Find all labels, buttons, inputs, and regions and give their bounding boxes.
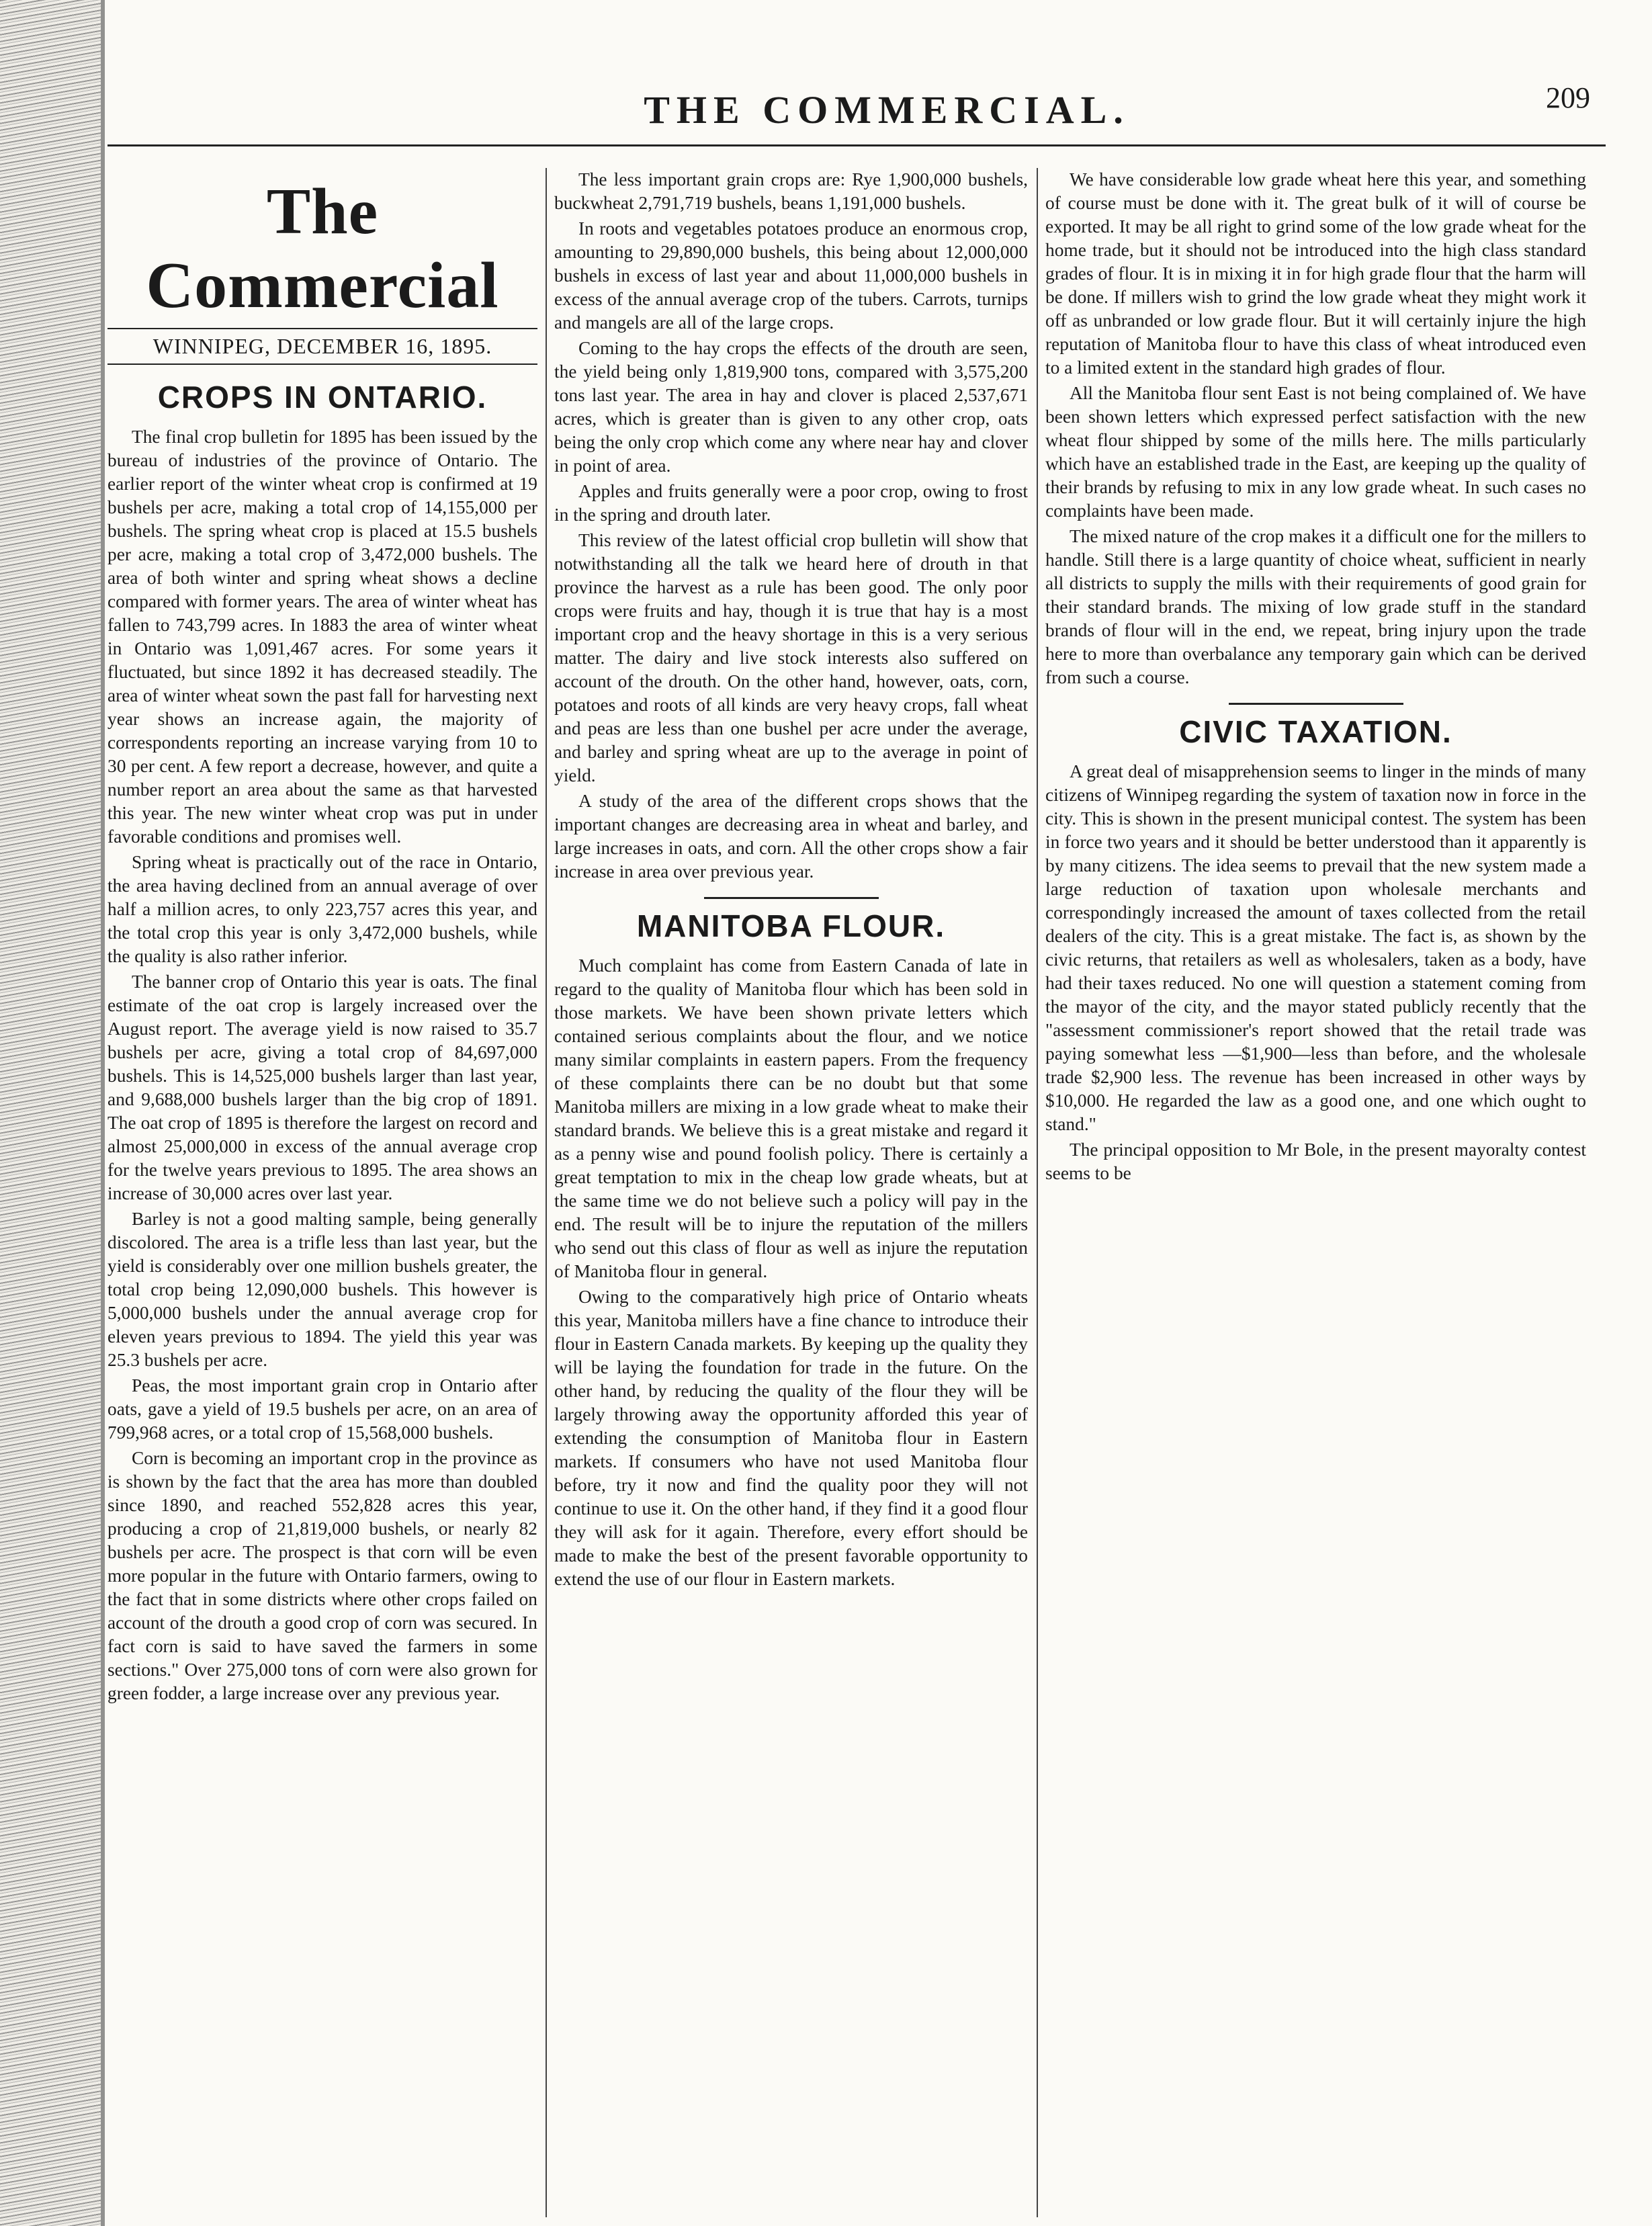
crops-paragraph: A study of the area of the different crops shows that the important changes are decreasing area in wheat and barley, and large increases in oats, and corn. All the other crops show a fair increase in area over previous year. [554,791,1028,882]
column-separator [546,168,547,2217]
crops-paragraph: Barley is not a good malting sample, being generally discolored. The area is a trifle less than last year, but the yield is considerably over one million bushels greater, the total crop being 12,090,000 bushels. This however is 5,000,000 bushels under the annual average crop for eleven years previous to 1894. The yield this year was 25.3 bushels per acre. [107,1209,537,1370]
flour-paragraph: We have considerable low grade wheat here this year, and something of course must be done with it. The great bulk of it will of course be exported. It may be all right to grind some of the low grade wheat for the home trade, but it should not be introduced into the high class standard grades of flour. It is in mixing it in for high grade flour that the harm will be done. If millers wish to grind the low grade wheat they might work it off as unbranded or low grade flour. But it will certainly injure the high reputation of Manitoba flour to have this class of wheat introduced even to a limited extent in the standard high grades of flour. [1045,169,1586,378]
flour-paragraph: The mixed nature of the crop makes it a difficult one for the millers to handle. Still there is a large quantity of choice wheat, sufficient in nearly all districts to supply the mills with their requirements of good grain for their standard brands. The mixing of low grade stuff in the standard brands of flour will in the end, we repeat, bring injury upon the trade here to more than overbalance any temporary gain which can be derived from such a course. [1045,526,1586,687]
crops-paragraph: The banner crop of Ontario this year is oats. The final estimate of the oat crop is largely increased over the August report. The average yield is now raised to 35.7 bushels per acre, giving a total crop of 84,697,000 bushels. This is 14,525,000 bushels larger than last year, and 9,688,000 bushels larger than the big crop of 1891. The oat crop of 1895 is therefore the largest on record and almost 25,000,000 in excess of the annual average crop for the twelve years previous to 1895. The area shows an increase of 30,000 acres over last year. [107,972,537,1203]
column-2 [554,168,1028,2204]
article-title-crops: CROPS IN ONTARIO. [157,380,488,415]
crops-paragraph: Spring wheat is practically out of the race in Ontario, the area having declined from an annual average of over half a million acres, to only 223,757 acres this year, and the total crop this year is only 3,472,000 bushels, while the quality is also rather inferior. [107,852,537,966]
masthead: The Commercial [146,175,499,322]
crops-paragraph: Peas, the most important grain crop in Ontario after oats, gave a yield of 19.5 bushels per acre, on an area of 799,968 acres, or a total crop of 15,568,000 bushels. [107,1375,537,1443]
flour-paragraph: Owing to the comparatively high price of Ontario wheats this year, Manitoba millers have a fine chance to introduce their flour in Eastern Canada markets. By keeping up the quality they will be laying the foundation for trade in the future. On the other hand, by reducing the quality of the flour they will be largely throwing away the opportunity afforded this year of extending the consumption of Manitoba flour in Eastern markets. If consumers who have not used Manitoba flour before, try it now and find the quality poor they will not continue to use it. On the other hand, if they find it a good flour they will ask for it again. Therefore, every effort should be made to make the best of the present favorable opportunity to extend the use of our flour in Eastern markets. [554,1287,1028,1589]
civic-paragraph: The principal opposition to Mr Bole, in the present mayoralty contest seems to be [1045,1140,1586,1183]
crops-paragraph: Corn is becoming an important crop in the province as is shown by the fact that the area has more than doubled since 1890, and reached 552,828 acres this year, producing a crop of 21,819,000 bushels, or nearly 82 bushels per acre. The prospect is that corn will be even more popular in the future with Ontario farmers, owing to the fact that in some districts where other crops failed on account of the drouth a good crop of corn was secured. In fact corn is said to have saved the farmers in some sections." Over 275,000 tons of corn were also grown for green fodder, a large increase over any previous year. [107,1448,537,1703]
flour-paragraph: All the Manitoba flour sent East is not being complained of. We have been shown letters which expressed perfect satisfaction with the new wheat flour shipped by some of the mills here. The mills particularly which have an established trade in the East, are keeping up the quality of their brands by refusing to mix in any low grade wheat. In such cases no complaints have been made. [1045,383,1586,521]
crops-paragraph: Apples and fruits generally were a poor crop, owing to frost in the spring and drouth later. [554,481,1028,525]
crops-paragraph: This review of the latest official crop bulletin will show that notwithstanding all the talk we heard here of drouth in that province the harvest as a rule has been good. The only poor crops were fruits and hay, though it is true that hay is a most important crop and the heavy shortage in this is a very serious matter. The dairy and live stock interests also suffered on account of the drouth. On the other hand, however, oats, corn, potatoes and roots of all kinds are very heavy crops, fall wheat and peas are less than one bushel per acre under the average, and barley and spring wheat are up to the average in point of yield. [554,530,1028,785]
dateline: WINNIPEG, DECEMBER 16, 1895. [107,328,537,365]
binding-rule [101,0,105,2226]
column-separator [1037,168,1038,2217]
running-head: THE COMMERCIAL. [644,88,1130,132]
crops-paragraph: In roots and vegetables potatoes produce an enormous crop, amounting to 29,890,000 bushels, this being about 12,000,000 bushels in excess of last year and about 11,000,000 bushels in excess of the annual average crop of the tubers. Carrots, turnips and mangels are all of the large crops. [554,218,1028,333]
crops-paragraph: Coming to the hay crops the effects of the drouth are seen, the yield being only 1,819,900 tons, compared with 3,575,200 tons last year. The area in hay and clover is placed 2,537,671 acres, which is greater than is given to any other crop, oats being the only crop which come any where near hay and clover in point of area. [554,338,1028,476]
article-title-flour: MANITOBA FLOUR. [636,908,946,943]
column-3 [1045,168,1586,2204]
article-title-civic: CIVIC TAXATION. [1179,714,1452,749]
column-1 [107,168,537,2204]
section-rule [1229,703,1403,705]
scanned-page-edge [0,0,101,2226]
header-rule [107,144,1606,146]
crops-paragraph: The final crop bulletin for 1895 has been issued by the bureau of industries of the province of Ontario. The earlier report of the winter wheat crop is confirmed at 19 bushels per acre, making a total crop of 14,155,000 per bushels. The spring wheat crop is placed at 15.5 bushels per acre, making a total crop of 3,472,000 bushels. The area of both winter and spring wheat shows a decline compared with former years. The area of winter wheat has fallen to 743,799 acres. In 1883 the area of winter wheat in Ontario was 1,091,467 acres. For some years it fluctuated, but since 1892 it has decreased steadily. The area of winter wheat sown the past fall for harvesting next year shows an increase again, the majority of correspondents reporting an increase varying from 10 to 30 per cent. A few report a decrease, however, and quite a number report an area about the same as that harvested this year. The new winter wheat crop was put in under favorable conditions and promises well. [107,427,537,847]
page-number: 209 [1546,81,1590,114]
flour-paragraph: Much complaint has come from Eastern Canada of late in regard to the quality of Manitoba flour which has been sold in those markets. We have been shown private letters which contained serious complaints about the flour, and we notice many similar complaints in eastern papers. From the frequency of these complaints there can be no doubt but that some Manitoba millers are mixing in a low grade wheat to make their standard brands. We believe this is a great mistake and regard it as a penny wise and pound foolish policy. There is certainly a great temptation to mix in the cheap low grade wheats, but at the same time we do not believe such a policy will pay in the end. The result will be to injure the reputation of the millers who send out this class of flour as well as injure the reputation of Manitoba flour in general. [554,955,1028,1281]
crops-paragraph: The less important grain crops are: Rye 1,900,000 bushels, buckwheat 2,791,719 bushels, beans 1,191,000 bushels. [554,169,1028,213]
section-rule [704,897,879,899]
civic-paragraph: A great deal of misapprehension seems to linger in the minds of many citizens of Winnipeg regarding the system of taxation now in force in the city. This is shown in the present municipal contest. The system has been in force two years and it should be better understood than it apparently is by many citizens. The idea seems to prevail that the new system made a large reduction of taxation upon wholesale merchants and correspondingly increased the amount of taxes collected from the retail dealers of the city. This is a great mistake. The fact is, as shown by the civic returns, that retailers as well as wholesalers, taken as a body, have had their taxes reduced. No one will question a statement coming from the mayor of the city, and the mayor stated publicly recently that the "assessment commissioner's report showed that the retail trade was paying somewhat less —$1,900—less than before, and the wholesale trade $2,900 less. The revenue has been increased in other ways by $10,000. He regarded the law as a good one, and one which ought to stand." [1045,761,1586,1134]
